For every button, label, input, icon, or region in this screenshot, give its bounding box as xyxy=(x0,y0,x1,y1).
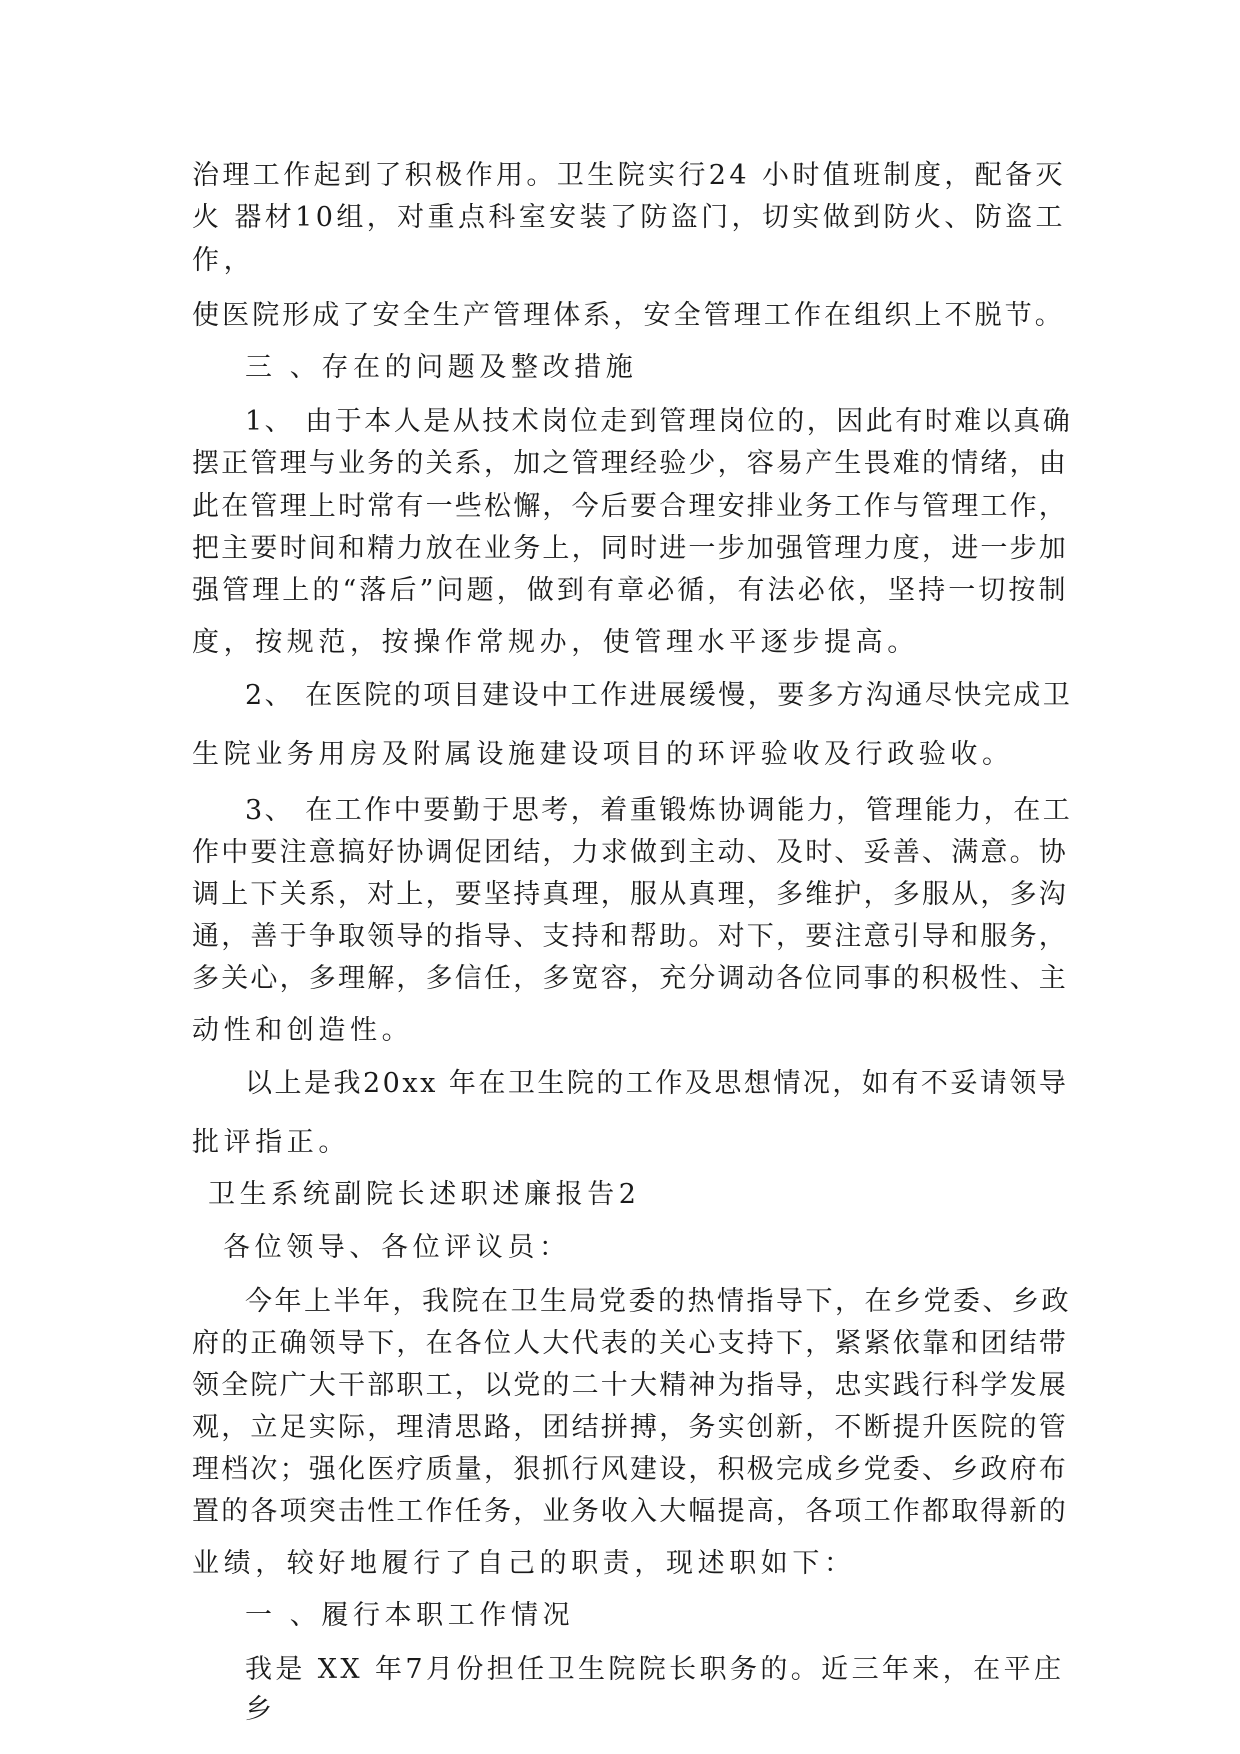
text-line: 多关心，多理解，多信任，多宽容，充分调动各位同事的积极性、主 xyxy=(192,963,1068,994)
text-line: 置的各项突击性工作任务，业务收入大幅提高，各项工作都取得新的 xyxy=(192,1496,1068,1527)
section-heading: 一 、履行本职工作情况 xyxy=(245,1600,575,1631)
salutation: 各位领导、各位评议员： xyxy=(223,1232,571,1263)
text-line: 生院业务用房及附属设施建设项目的环评验收及行政验收。 xyxy=(192,739,1014,770)
text-line: 通，善于争取领导的指导、支持和帮助。对下，要注意引导和服务， xyxy=(192,921,1068,952)
text-line: 业绩，较好地履行了自己的职责，现述职如下： xyxy=(192,1548,856,1579)
text-line: 动性和创造性。 xyxy=(192,1015,414,1046)
text-line: 乡 xyxy=(245,1694,277,1725)
text-line: 3、 在工作中要勤于思考，着重锻炼协调能力，管理能力，在工 xyxy=(245,795,1073,826)
text-line: 把主要时间和精力放在业务上，同时进一步加强管理力度，进一步加 xyxy=(192,533,1068,564)
text-line: 领全院广大干部职工，以党的二十大精神为指导，忠实践行科学发展 xyxy=(192,1370,1068,1401)
text-line: 作， xyxy=(192,245,256,276)
text-line: 府的正确领导下，在各位人大代表的关心支持下，紧紧依靠和团结带 xyxy=(192,1328,1068,1359)
text-line: 作中要注意搞好协调促团结，力求做到主动、及时、妥善、满意。协 xyxy=(192,837,1068,868)
text-line: 使医院形成了安全生产管理体系，安全管理工作在组织上不脱节。 xyxy=(192,300,1065,331)
text-line: 火 器材10组，对重点科室安装了防盗门，切实做到防火、防盗工 xyxy=(192,202,1066,233)
text-line: 1、 由于本人是从技术岗位走到管理岗位的，因此有时难以真确 xyxy=(245,406,1073,437)
section-heading: 三 、存在的问题及整改措施 xyxy=(245,352,638,383)
text-line: 以上是我20xx 年在卫生院的工作及思想情况，如有不妥请领导 xyxy=(245,1068,1069,1099)
text-line: 我是 XX 年7月份担任卫生院院长职务的。近三年来，在平庄 xyxy=(245,1654,1065,1685)
text-line: 摆正管理与业务的关系，加之管理经验少，容易产生畏难的情绪，由 xyxy=(192,448,1068,479)
text-line: 2、 在医院的项目建设中工作进展缓慢，要多方沟通尽快完成卫 xyxy=(245,680,1073,711)
text-line: 批评指正。 xyxy=(192,1127,350,1158)
text-line: 理档次；强化医疗质量，狠抓行风建设，积极完成乡党委、乡政府布 xyxy=(192,1454,1068,1485)
text-line: 观，立足实际，理清思路，团结拼搏，务实创新，不断提升医院的管 xyxy=(192,1412,1068,1443)
text-line: 度，按规范，按操作常规办，使管理水平逐步提高。 xyxy=(192,627,919,658)
text-line: 强管理上的“落后”问题，做到有章必循，有法必依，坚持一切按制 xyxy=(192,575,1069,606)
text-line: 调上下关系，对上，要坚持真理，服从真理，多维护，多服从，多沟 xyxy=(192,879,1068,910)
text-line: 治理工作起到了积极作用。卫生院实行24 小时值班制度，配备灭 xyxy=(192,160,1066,191)
text-line: 此在管理上时常有一些松懈，今后要合理安排业务工作与管理工作， xyxy=(192,491,1068,522)
text-line: 今年上半年，我院在卫生局党委的热情指导下，在乡党委、乡政 xyxy=(245,1286,1071,1317)
report-title: 卫生系统副院长述职述廉报告2 xyxy=(208,1179,641,1210)
